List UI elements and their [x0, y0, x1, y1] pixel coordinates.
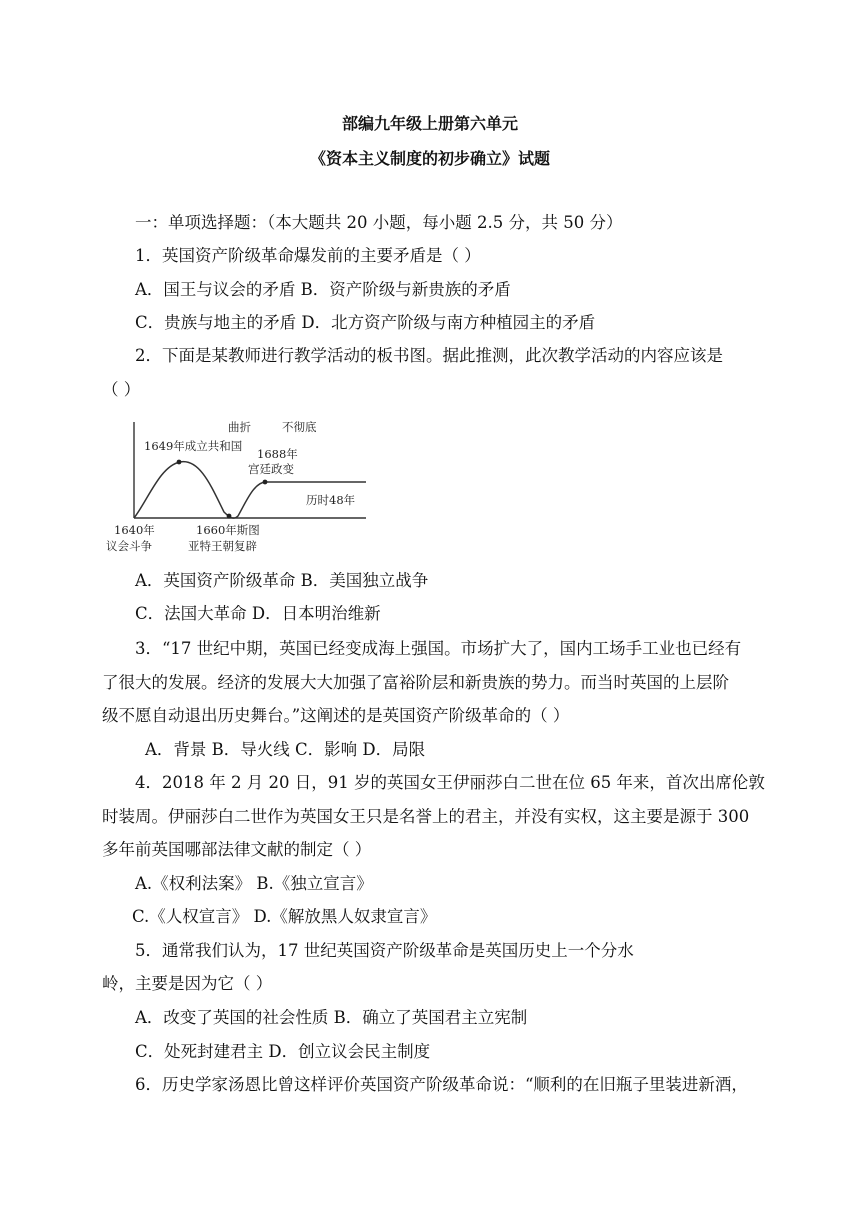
doc-title-line1: 部编九年级上册第六单元 — [341, 114, 518, 133]
label-1660-event: 亚特王朝复辟 — [188, 539, 257, 553]
point-1660 — [227, 514, 232, 519]
question-2-line-2: （ ） — [102, 380, 141, 399]
question-4-line-3: 多年前英国哪部法律文献的制定（ ） — [102, 840, 372, 859]
question-3-options: A．背景 B．导火线 C．影响 D．局限 — [145, 740, 426, 759]
question-3-line-2: 了很大的发展。经济的发展大大加强了富裕阶层和新贵族的势力。而当时英国的上层阶 — [102, 673, 729, 692]
question-5-line-1: 5．通常我们认为，17 世纪英国资产阶级革命是英国历史上一个分水 — [135, 941, 634, 960]
label-1688-year: 1688年 — [257, 447, 298, 461]
timeline-figure — [100, 412, 380, 560]
question-2-line-1: 2．下面是某教师进行教学活动的板书图。据此推测，此次教学活动的内容应该是 — [135, 346, 723, 365]
label-1688-event: 宫廷政变 — [248, 462, 294, 476]
question-4-line-1: 4．2018 年 2 月 20 日，91 岁的英国女王伊丽莎白二世在位 65 年来，首次出席伦敦 — [135, 773, 765, 792]
label-quzhe: 曲折 — [228, 420, 251, 434]
question-3-line-1: 3．“17 世纪中期，英国已经变成海上强国。市场扩大了，国内工场手工业也已经有 — [135, 639, 742, 658]
question-5-line-2: 岭，主要是因为它（ ） — [102, 974, 273, 993]
question-4-option-line-1: A.《权利法案》 B.《独立宣言》 — [135, 874, 373, 893]
question-6-line-1: 6．历史学家汤恩比曾这样评价英国资产阶级革命说：“顺利的在旧瓶子里装进新酒， — [135, 1075, 748, 1094]
section-heading: 一：单项选择题：（本大题共 20 小题，每小题 2.5 分，共 50 分） — [135, 213, 623, 232]
question-5-option-line-2: C．处死封建君主 D．创立议会民主制度 — [135, 1042, 431, 1061]
question-2-option-line-2: C．法国大革命 D．日本明治维新 — [135, 604, 381, 623]
question-5-option-line-1: A．改变了英国的社会性质 B．确立了英国君主立宪制 — [135, 1008, 528, 1027]
label-1640-event: 议会斗争 — [106, 539, 152, 553]
point-1649 — [177, 460, 182, 465]
point-1688 — [263, 480, 268, 485]
label-1660-year: 1660年斯图 — [196, 523, 260, 537]
label-bucheді: 不彻底 — [282, 420, 317, 434]
doc-title-line2: 《资本主义制度的初步确立》试题 — [309, 149, 550, 168]
question-1-line-1: 1．英国资产阶级革命爆发前的主要矛盾是（ ） — [135, 246, 481, 265]
question-3-line-3: 级不愿自动退出历史舞台。”这阐述的是英国资产阶级革命的（ ） — [102, 706, 570, 725]
question-2-option-line-1: A．英国资产阶级革命 B．美国独立战争 — [135, 571, 429, 590]
label-1640-year: 1640年 — [114, 523, 155, 537]
question-1-option-line-2: C．贵族与地主的矛盾 D．北方资产阶级与南方种植园主的矛盾 — [135, 313, 596, 332]
question-4-option-line-2: C.《人权宣言》 D.《解放黑人奴隶宣言》 — [132, 907, 437, 926]
label-1649: 1649年成立共和国 — [144, 439, 243, 453]
label-duration: 历时48年 — [306, 493, 356, 507]
question-1-option-line-1: A．国王与议会的矛盾 B．资产阶级与新贵族的矛盾 — [135, 280, 511, 299]
question-4-line-2: 时装周。伊丽莎白二世作为英国女王只是名誉上的君主，并没有实权，这主要是源于 300 — [102, 807, 750, 826]
